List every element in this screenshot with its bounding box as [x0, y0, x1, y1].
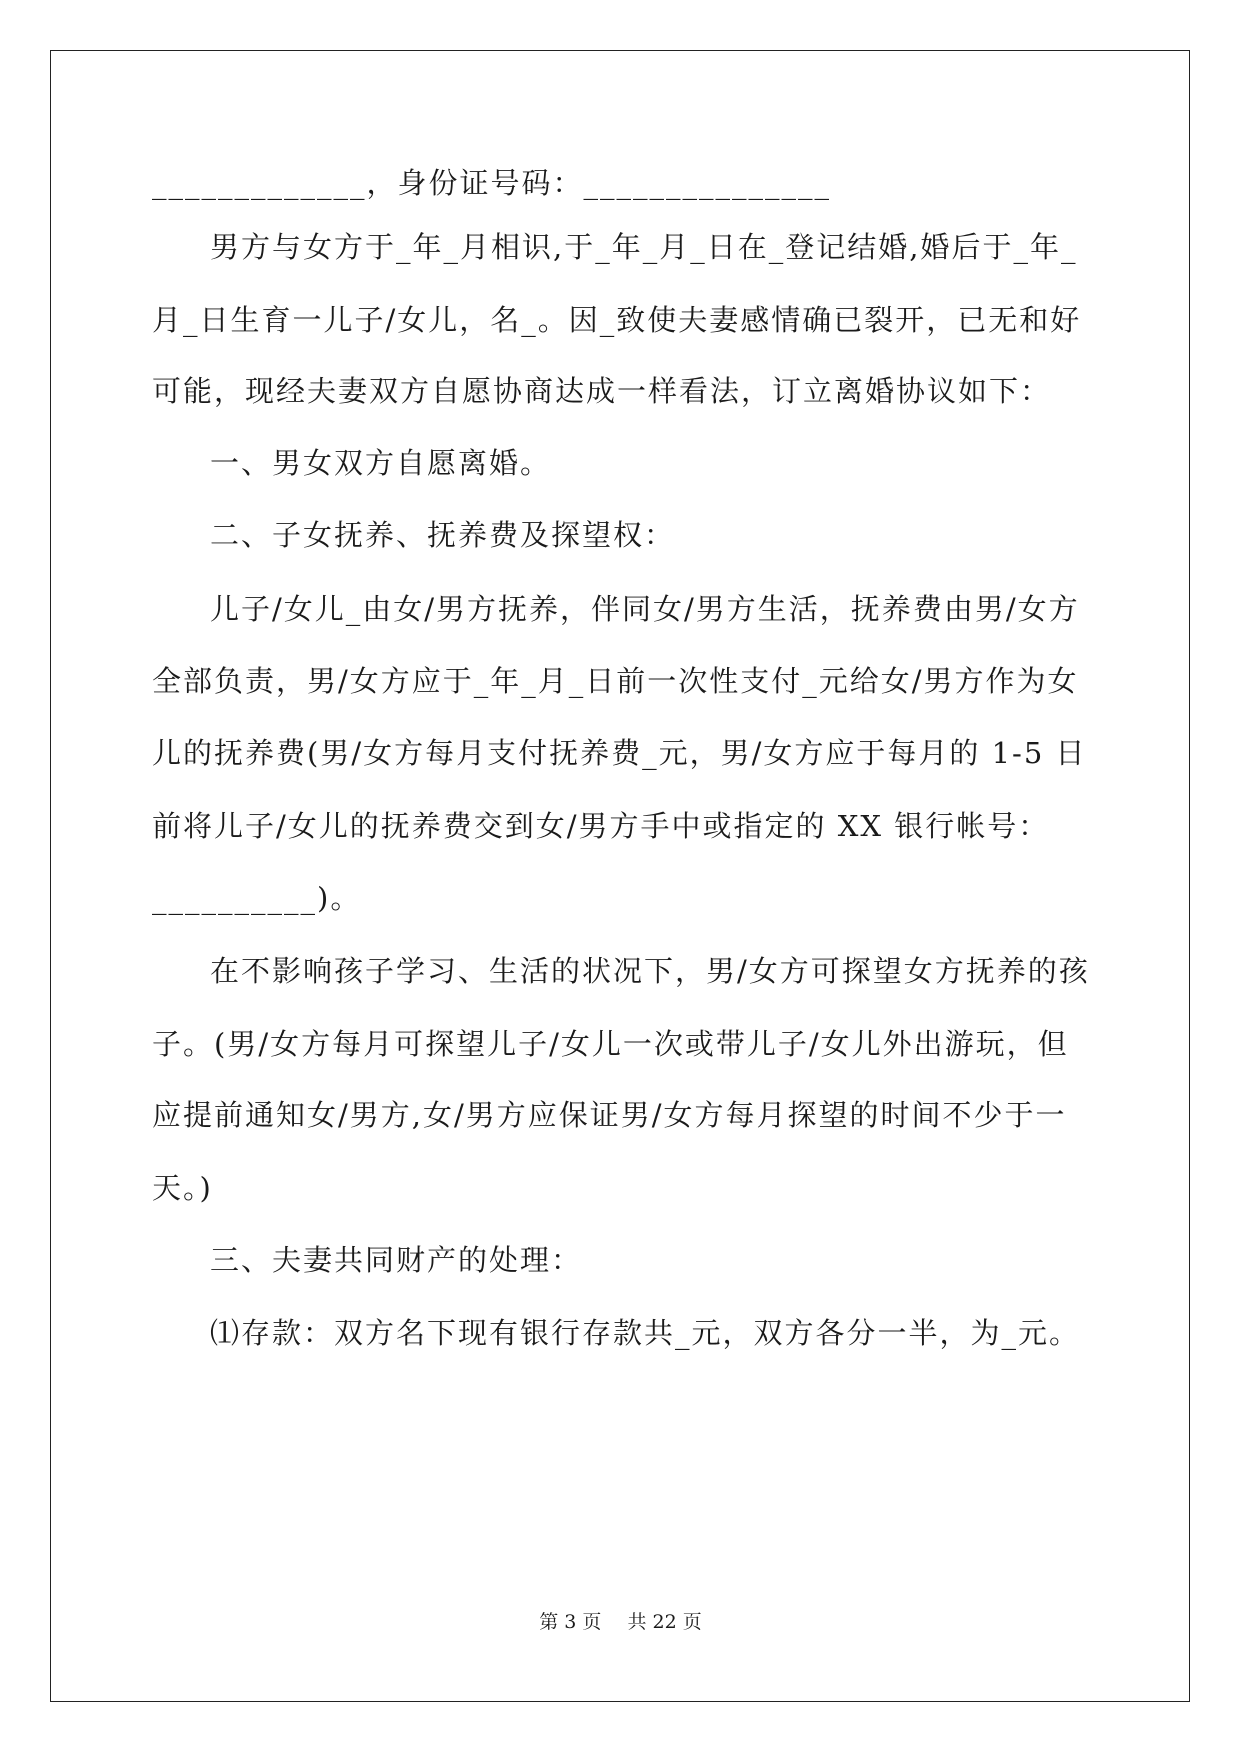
text-line-13: 子。(男/女方每月可探望儿子/女儿一次或带儿子/女儿外出游玩，但	[152, 1027, 1069, 1061]
section-heading-3: 三、夫妻共同财产的处理：	[210, 1243, 583, 1277]
text-line-10: 前将儿子/女儿的抚养费交到女/男方手中或指定的 XX 银行帐号：	[152, 809, 1050, 843]
text-line-3: 月_日生育一儿子/女儿，名_。因_致使夫妻感情确已裂开，已无和好	[152, 303, 1082, 337]
text-line-7: 儿子/女儿_由女/男方抚养，伴同女/男方生活，抚养费由男/女方	[210, 592, 1080, 626]
section-heading-2: 二、子女抚养、抚养费及探望权：	[210, 518, 676, 552]
text-line-8: 全部负责，男/女方应于_年_月_日前一次性支付_元给女/男方作为女	[152, 664, 1079, 698]
text-line-15: 天。)	[152, 1171, 213, 1205]
text-line-4: 可能，现经夫妻双方自愿协商达成一样看法，订立离婚协议如下：	[152, 374, 1052, 408]
text-line-11: __________)。	[152, 881, 362, 915]
page-number: 第 3 页	[539, 1611, 602, 1633]
text-line-14: 应提前通知女/男方,女/男方应保证男/女方每月探望的时间不少于一	[152, 1098, 1067, 1132]
text-line-9: 儿的抚养费(男/女方每月支付抚养费_元，男/女方应于每月的 1-5 日	[152, 736, 1087, 770]
text-line-1: _____________，身份证号码：_______________	[152, 166, 832, 200]
text-line-12: 在不影响孩子学习、生活的状况下，男/女方可探望女方抚养的孩	[210, 954, 1090, 988]
page-total: 共 22 页	[627, 1611, 702, 1633]
page-footer	[0, 1610, 1241, 1634]
text-line-17: ⑴存款：双方名下现有银行存款共_元，双方各分一半，为_元。	[210, 1316, 1081, 1350]
section-heading-1: 一、男女双方自愿离婚。	[210, 446, 552, 480]
page-border	[50, 50, 1190, 1702]
text-line-2: 男方与女方于_年_月相识,于_年_月_日在_登记结婚,婚后于_年_	[210, 230, 1078, 264]
